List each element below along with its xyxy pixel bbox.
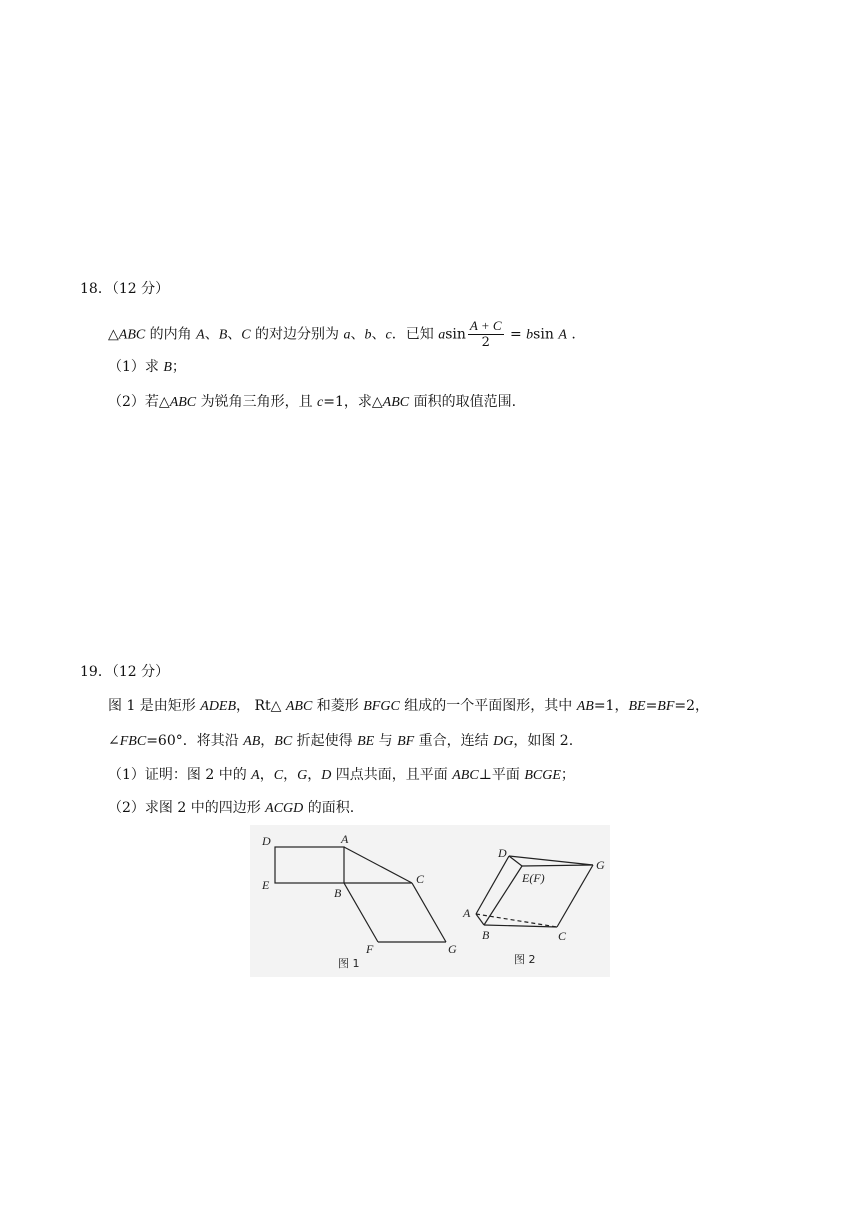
fig1-label-a: A (341, 832, 349, 846)
figure-1 (275, 847, 446, 942)
fraction (468, 318, 504, 351)
geometry-figures (250, 825, 610, 977)
fig2-label-a: A (463, 906, 471, 920)
segment-dg (509, 856, 593, 865)
fig1-label-c: C (416, 872, 425, 886)
fig2-caption: 图 2 (514, 953, 536, 966)
fig1-label-e: E (262, 878, 270, 892)
fig1-label-g: G (448, 942, 457, 956)
fig2-label-d: D (498, 846, 507, 860)
fig2-label-g: G (596, 858, 605, 872)
q19-figure (250, 825, 610, 977)
q18-header: 18．（12 分） (80, 281, 170, 297)
rectangle-adeb (275, 847, 344, 883)
figure-2 (476, 856, 593, 927)
fig1-label-b: B (334, 886, 342, 900)
segment-ac (344, 847, 412, 883)
segment-eb (484, 866, 522, 925)
fig1-label-f: F (366, 942, 374, 956)
segment-ab (476, 914, 484, 925)
fraction-denominator: 2 (481, 335, 490, 350)
q19-line4: （2）求图 2 中的四边形 ACGD 的面积. (108, 800, 355, 816)
fraction-numerator: A + C (469, 318, 502, 333)
q19-line2: ∠FBC=60°．将其沿 AB，BC 折起使得 BE 与 BF 重合，连结 DG，如图 2. (108, 733, 574, 749)
fig2-label-b: B (482, 928, 490, 942)
segment-eg (522, 865, 593, 866)
segment-cg (412, 883, 446, 942)
fig1-caption: 图 1 (338, 957, 360, 970)
q19-line1: 图 1 是由矩形 ADEB， Rt△ ABC 和菱形 BFGC 组成的一个平面图形，其中 AB=1，BE=BF=2， (108, 698, 710, 714)
fig2-label-ef: E(F) (522, 871, 545, 885)
segment-bf (344, 883, 378, 942)
q19-header: 19．（12 分） (80, 664, 170, 680)
formula-a: a (438, 327, 446, 343)
segment-da (476, 856, 509, 914)
segment-gc (557, 865, 593, 927)
q18-stem: △ABC 的内角 A、B、C 的对边分别为 a、b、c．已知 asin $\frac{A + C}{2}$ = bsin A . (108, 318, 576, 350)
fig1-label-d: D (262, 834, 271, 848)
q19-line3: （1）证明：图 2 中的 A，C，G，D 四点共面，且平面 ABC⊥平面 BCGE； (108, 767, 575, 783)
q18-sub2: （2）若△ABC 为锐角三角形，且 c=1，求△ABC 面积的取值范围. (108, 394, 517, 410)
fig2-label-c: C (558, 929, 567, 943)
q18-sub1: （1）求 B； (108, 359, 186, 375)
